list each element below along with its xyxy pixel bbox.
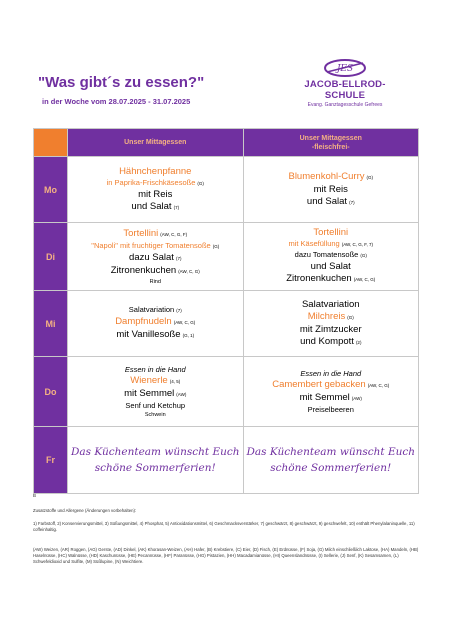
- meal-fr-vegetarian: Das Küchenteam wünscht Euch schöne Sommerferien!: [243, 427, 419, 494]
- table-corner: [34, 129, 68, 157]
- week-range: in der Woche vom 28.07.2025 - 31.07.2025: [42, 97, 191, 106]
- col-header-regular: Unser Mittagessen: [68, 129, 244, 157]
- day-label-fr: Fr: [34, 427, 68, 494]
- logo-mark-text: JES: [336, 64, 354, 74]
- b-mark: B: [33, 493, 37, 498]
- page-title: "Was gibt´s zu essen?": [38, 74, 205, 91]
- footer-heading: Zusatzstoffe und Allergene (Änderungen vorbehalten):: [33, 508, 137, 513]
- school-name: JACOB-ELLROD-SCHULE: [304, 79, 386, 101]
- day-label-di: Di: [34, 223, 68, 291]
- footer-additives: 1) Farbstoff, 2) Konservierungsmittel, 3) Süßungsmittel, 4) Phosphat, 5) Antioxidationsmittel, 6) Geschmacksverstärker, 7) geschwärzt, 8) geschwärzt, 9) geschwefelt, 10) enthält Phenylalaninquelle, 11) coffeinhaltig.: [33, 521, 415, 532]
- meal-mo-vegetarian: Blumenkohl-Curry (G) mit Reis und Salat (7): [243, 157, 419, 223]
- col-header-vegetarian: Unser Mittagessen -fleischfrei-: [243, 129, 419, 157]
- day-label-do: Do: [34, 357, 68, 427]
- school-subtitle: Evang. Ganztagesschule Gefrees: [307, 102, 383, 108]
- meal-di-regular: Tortellini (AW, C, G, F) "Napoli" mit fruchtiger Tomatensoße (G) dazu Salat (7) Zitronenkuchen (AW, C, G) Rind: [68, 223, 244, 291]
- meal-do-regular: Essen in die Hand Wienerle (4, 5) mit Semmel (AW) Senf und Ketchup Schwein: [68, 357, 244, 427]
- school-logo-icon: [323, 58, 367, 78]
- meal-do-vegetarian: Essen in die Hand Camembert gebacken (AW, C, G) mit Semmel (AW) Preiselbeeren: [243, 357, 419, 427]
- day-label-mi: Mi: [34, 291, 68, 357]
- meal-mo-regular: Hähnchenpfanne in Paprika-Frischkäsesoße (G) mit Reis und Salat (7): [68, 157, 244, 223]
- footer-allergens: (AW) Weizen, (AR) Roggen, (AG) Gerste, (AD) Dinkel, (AK) Khorasan-Weizen, (AH) Hafer, (B) Krebstiere, (C) Eier, (D) Fisch, (E) Erdnüsse, (F) Soja, (G) Milch einschließlich Laktose, (HA) Mandeln, (HB) Haselnüsse, (HC) Walnüsse, (HD) Kaschunüsse, (HE) Pecannüsse, (HF) Paranüsse, (HG) Pistazien, (HH) Macadamianüsse, (HI) Queenslandnüsse, (I) Sellerie, (J) Senf, (K) Sesamsamen, (L) Schwefeldioxid und Sulfite, (M) Süßlupine, (N) Weichtiere.: [33, 547, 419, 564]
- school-logo: [285, 58, 405, 108]
- meal-mi-vegetarian: Salatvariation Milchreis (G) mit Zimtzucker und Kompott (2): [243, 291, 419, 357]
- day-label-mo: Mo: [34, 157, 68, 223]
- meal-di-vegetarian: Tortellini mit Käsefüllung (AW, C, G, F, 7) dazu Tomatensoße (G) und Salat Zitronenkuchen (AW, C, G): [243, 223, 419, 291]
- meal-mi-regular: Salatvariation (7) Dampfnudeln (AW, C, G) mit Vanillesoße (G, 1): [68, 291, 244, 357]
- meal-fr-regular: Das Küchenteam wünscht Euch schöne Sommerferien!: [68, 427, 244, 494]
- menu-table: [33, 128, 419, 494]
